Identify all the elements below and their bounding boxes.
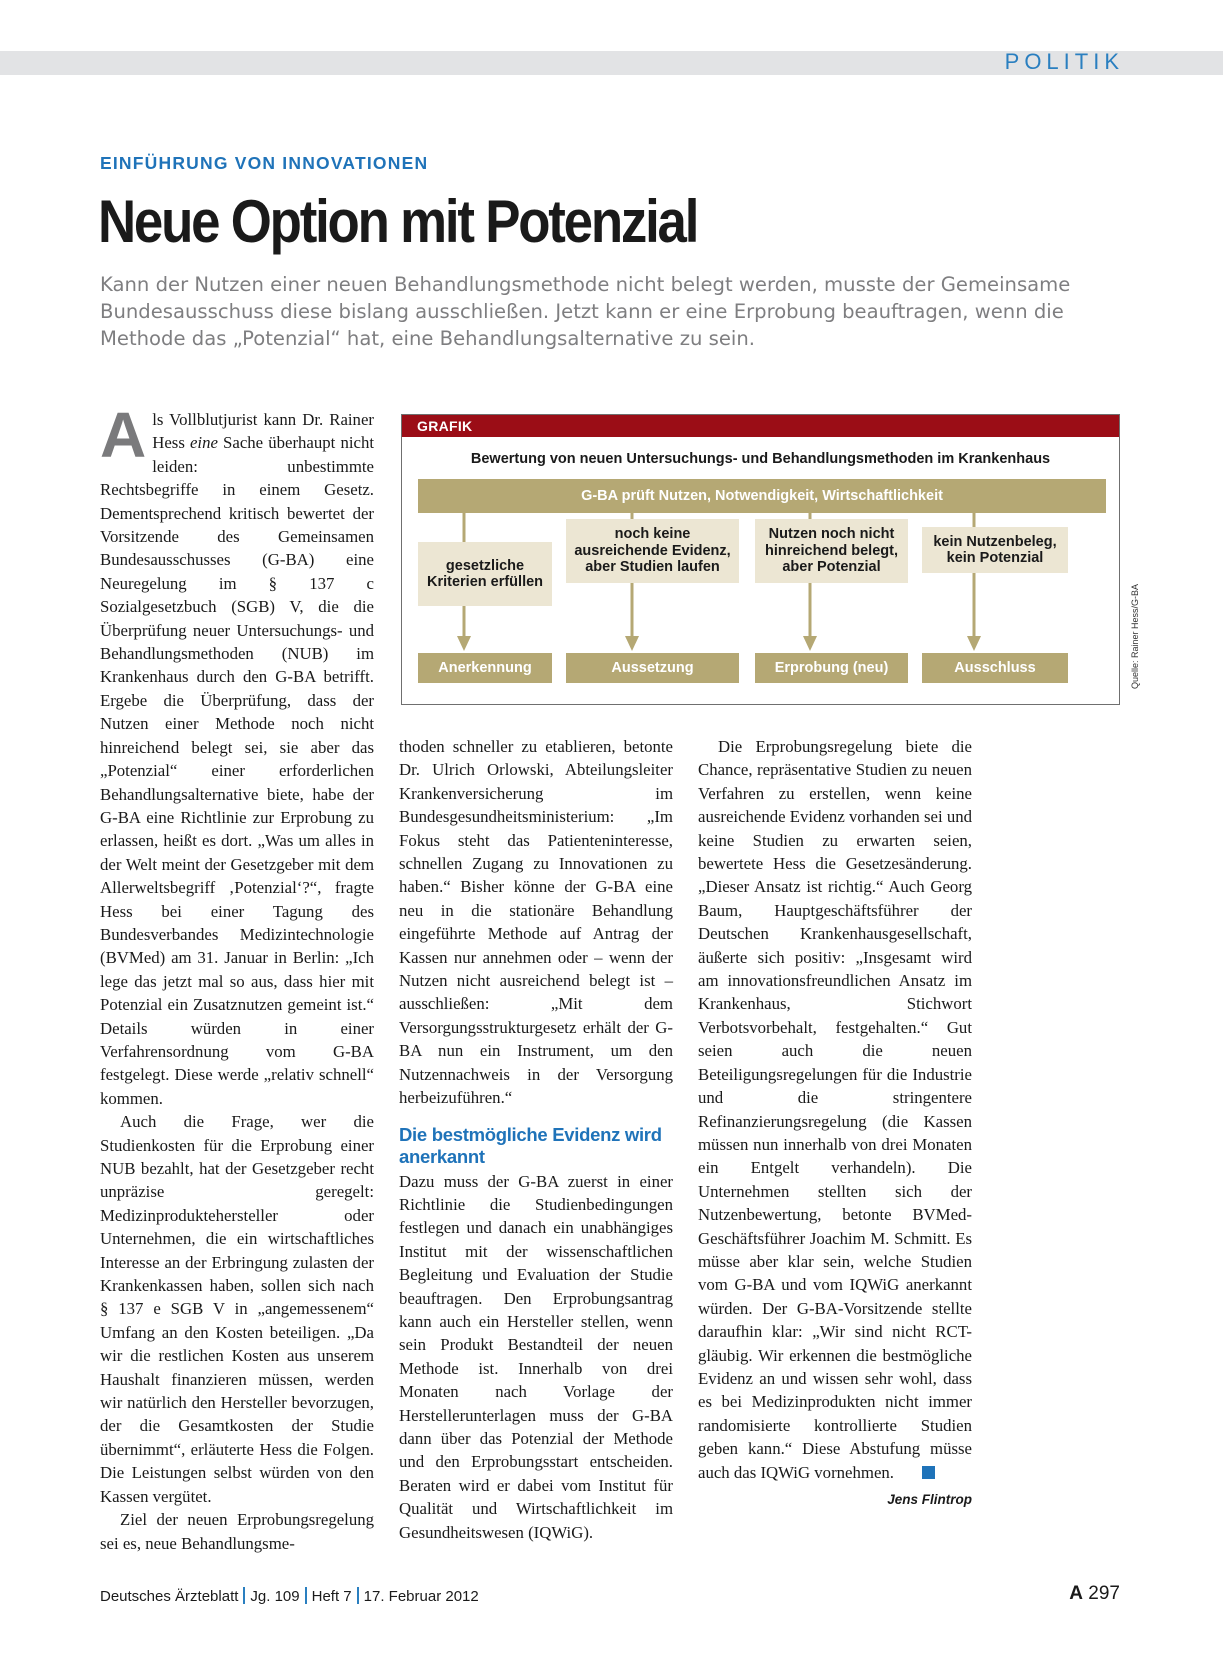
flow-top-box: G-BA prüft Nutzen, Notwendigkeit, Wirtschaftlichkeit (418, 479, 1106, 513)
arrow-head (625, 636, 639, 651)
result-box: Anerkennung (418, 653, 552, 683)
footer-volume: Jg. 109 (250, 1588, 300, 1605)
paragraph-3-continued: thoden schneller zu etablieren, betonte Dr. Ulrich Orlowski, Abteilungsleiter Krankenversicherung im Bundesgesundheitsministerium: „Im Fokus steht das Patienteninteresse, schnellen Zugang zu Innovationen zu haben.“ Bisher könne der G-BA eine neu in die stationäre Behandlung eingeführte Methode auf Antrag der Kassen nur annehmen oder – wenn der Nutzen nicht ausreichend belegt ist – ausschließen: „Mit dem Versorgungsstrukturgesetz erhält der G-BA nun ein Instrument, um den Nutzennachweis in der Versorgung herbeizuführen.“ (399, 737, 673, 1108)
arrow-head (803, 636, 817, 651)
end-mark-square (922, 1466, 935, 1479)
paragraph-4: Dazu muss der G-BA zuerst in einer Richtlinie die Studienbedingungen festlegen und danach ein unabhängiges Institut mit der wissenschaftlichen Begleitung und Evaluation der Studie beauftragen. Den Erprobungsantrag kann auch ein Hersteller stellen, wenn sein Produkt Bestandteil der neuen Methode ist. Innerhalb von drei Monaten nach Vorlage der Herstellerunterlagen muss der G-BA dann über das Potenzial der Methode und den Erprobungsstart entscheiden. Beraten wird er dabei vom Institut für Qualität und Wirtschaftlichkeit im Gesundheitswesen (IQWiG). (399, 1171, 673, 1542)
article-lead: Kann der Nutzen einer neuen Behandlungsmethode nicht belegt werden, musste der Gemeinsame Bundesausschuss diese bislang ausschließen. Jetzt kann er eine Erprobung beauftragen, wenn die Methode das „Potenzial“ hat, eine Behandlungsalternative zu sein. (100, 273, 1071, 350)
criterion-box: Nutzen noch nicht hinreichend belegt, aber Potenzial (755, 519, 908, 583)
criterion-box: noch keine ausreichende Evidenz, aber Studien laufen (566, 519, 739, 583)
footer-separator (243, 1587, 245, 1604)
section-label: POLITIK (1004, 49, 1124, 74)
footer-journal: Deutsches Ärzteblatt (100, 1588, 239, 1605)
result-box: Aussetzung (566, 653, 739, 683)
figure-source: Quelle: Rainer Hess/G-BA (1130, 583, 1140, 689)
arrow-head (967, 636, 981, 651)
paragraph-3-start: Ziel der neuen Erprobungsregelung sei es, neue Behandlungsme- (100, 1510, 374, 1553)
paragraph-1-part-b: Sache überhaupt nicht leiden: unbestimmte Rechtsbegriffe in einem Gesetz. Dementsprechend kritisch bewertet der Vorsitzende des Gemeinsamen Bundesausschusses (G-BA) eine Neuregelung im § 137 c Sozialgesetzbuch (SGB) V, die die Überprüfung neuer Untersuchungs- und Behandlungsmethoden (NUB) im Krankenhaus durch den G-BA betrifft. Ergebe die Überprüfung, dass der Nutzen einer Methode noch nicht hinreichend belegt sei, sie aber das „Potenzial“ einer erforderlichen Behandlungsalternative biete, habe der G-BA eine Richtlinie zur Erprobung zu erlassen, heißt es dort. „Was um alles in der Welt meint der Gesetzgeber mit dem Allerweltsbegriff ‚Potenzial‘?“, fragte Hess bei einer Tagung des Bundesverbandes Medizintechnologie (BVMed) am 31. Januar in Berlin: „Ich lege das jetzt mal so aus, dass hier mit Potenzial ein Zusatznutzen gemeint ist.“ Details würden in einer Verfahrensordnung vom G-BA festgelegt. Diese werde „relativ schnell“ kommen. (100, 433, 374, 1108)
paragraph-2: Auch die Frage, wer die Studienkosten für die Erprobung einer NUB bezahlt, hat der Gesetzgeber recht unpräzise geregelt: Medizinproduktehersteller oder Unternehmen, die ein wirtschaftliches Interesse an der Erbringung zulasten der Krankenkassen haben, sollen sich nach § 137 e SGB V in „angemessenem“ Umfang an den Kosten beteiligen. „Da wir die restlichen Kosten aus unserem Haushalt finanzieren müssen, werden wir natürlich den Hersteller bevorzugen, der die Gesamtkosten der Studie übernimmt“, erläuterte Hess die Folgen. Die Leistungen selbst würden von den Kassen vergütet. (100, 1112, 374, 1506)
footer-issue: Heft 7 (311, 1588, 352, 1605)
article-subhead: Die bestmögliche Evidenz wird anerkannt (399, 1123, 662, 1167)
criterion-box: gesetzliche Kriterien erfüllen (418, 542, 552, 606)
drop-cap: A (100, 399, 147, 471)
page-prefix: A (1069, 1583, 1084, 1604)
article-kicker: EINFÜHRUNG VON INNOVATIONEN (100, 153, 429, 173)
paragraph-1-emphasis: eine (189, 433, 218, 453)
figure-label: GRAFIK (417, 418, 473, 434)
criterion-box: kein Nutzenbeleg, kein Potenzial (922, 527, 1068, 573)
footer (100, 1587, 479, 1605)
page-number (1069, 1583, 1120, 1605)
page-number-value: 297 (1088, 1583, 1120, 1604)
paragraph-5-text: Die Erprobungsregelung biete die Chance, repräsentative Studien zu neuen Verfahren zu erstellen, wenn keine ausreichende Evidenz vorhanden sei und keine Studien zu erwarten seien, bewertete Hess die Gesetzesänderung. „Dieser Ansatz ist richtig.“ Auch Georg Baum, Hauptgeschäftsführer der Deutschen Krankenhausgesellschaft, äußerte sich positiv: „Insgesamt wird am innovationsfreundlichen Ansatz im Krankenhaus, Stichwort Verbotsvorbehalt, festgehalten.“ Gut seien auch die neuen Beteiligungsregelungen für die Industrie und die stringentere Refinanzierungsregelung (die Kassen müssen nun innerhalb von drei Monaten ein Entgelt verhandeln). Die Unternehmen stellten sich der Nutzenbewertung, betonte BVMed-Geschäftsführer Joachim M. Schmitt. Es müsse aber klar sein, welche Studien vom G-BA und vom IQWiG anerkannt würden. Der G-BA-Vorsitzende stellte daraufhin klar: „Wir sind nicht RCT-gläubig. Wir erkennen die bestmögliche Evidenz an und wissen sehr wohl, dass es bei Medizinprodukten nicht immer randomisierte kontrollierte Studien geben kann.“ Diese Abstufung müsse auch das IQWiG vornehmen. (698, 737, 972, 1482)
result-box: Ausschluss (922, 653, 1068, 683)
figure-flowchart (401, 414, 1120, 705)
article-column-3 (698, 735, 972, 1511)
figure-title: Bewertung von neuen Untersuchungs- und Behandlungsmethoden im Krankenhaus (470, 451, 1051, 467)
article-headline: Neue Option mit Potenzial (98, 188, 698, 255)
footer-separator (357, 1587, 359, 1604)
article-column-2 (399, 735, 673, 1544)
paragraph-5 (698, 735, 972, 1484)
footer-date: 17. Februar 2012 (363, 1588, 479, 1605)
arrow-head (457, 636, 471, 651)
author-byline: Jens Flintrop (887, 1492, 972, 1507)
paragraph-1-part-a: ls Vollblutjurist kann Dr. Rainer Hess (152, 410, 374, 453)
result-box: Erprobung (neu) (755, 653, 908, 683)
footer-separator (305, 1587, 307, 1604)
article-column-1 (100, 399, 374, 1555)
paragraph-1 (100, 399, 374, 1110)
